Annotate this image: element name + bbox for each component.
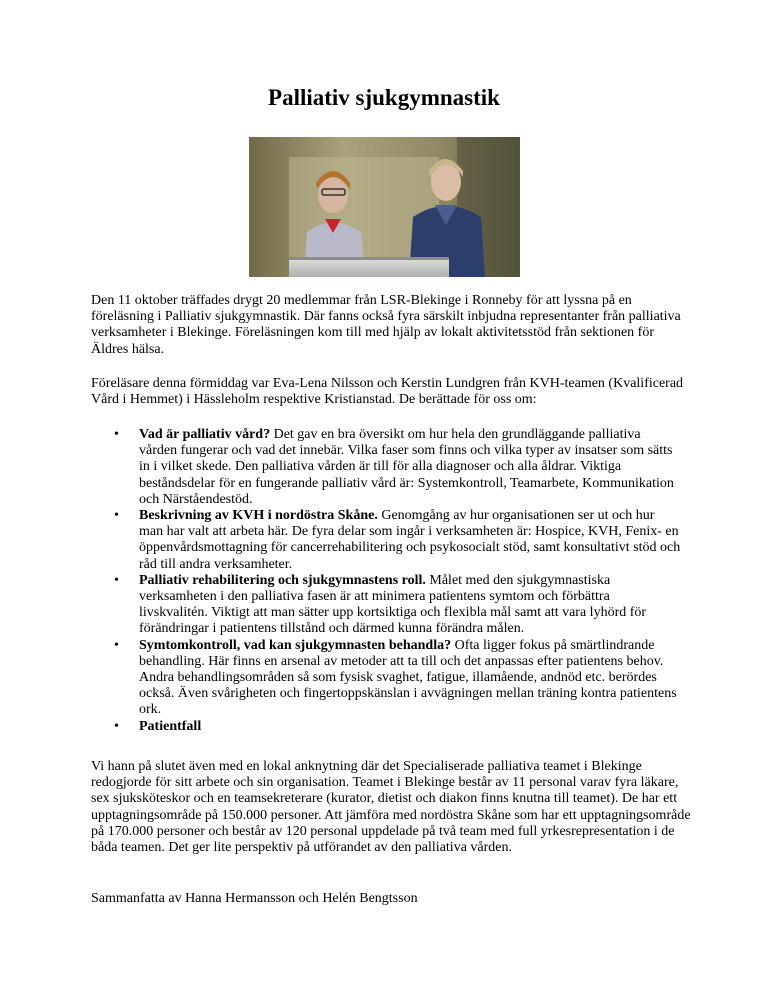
list-item — [91, 508, 681, 573]
topic-text: Målet med den sjukgymnastiska verksamheten i den palliativa fasen är att minimera patientens symtom och förbättra livskvalitén. Viktigt att man sätter upp kortsiktiga och flexibla mål samt att vara lyhörd för förändringar i patientens tillstånd och därmed kunna förändra målen. — [139, 572, 647, 637]
list-item — [91, 719, 681, 735]
topic-heading: Palliativ rehabilitering och sjukgymnastens roll. — [139, 572, 426, 588]
signature: Sammanfatta av Hanna Hermansson och Helén Bengtsson — [91, 891, 418, 906]
lecturers-photo — [249, 137, 520, 277]
topic-text: Genomgång av hur organisationen ser ut och hur man har valt att arbeta här. De fyra delar som ingår i verksamheten är: Hospice, KVH, Fenix- en öppenvårdsmottagning för cancerrehabilitering och psykosocialt stöd, samt konsultativt stöd och råd till andra verksamheter. — [139, 508, 681, 572]
topic-heading: Vad är palliativ vård? — [139, 427, 271, 442]
topic-heading: Symtomkontroll, vad kan sjukgymnasten behandla? — [139, 637, 452, 653]
intro-paragraph: Den 11 oktober träffades drygt 20 medlemmar från LSR-Blekinge i Ronneby för att lyssna på en föreläsning i Palliativ sjukgymnastik. Där fanns också fyra särskilt inbjudna representanter från palliativa verksamheter i Blekinge. Föreläsningen kom till med hjälp av lokalt aktivitetsstöd från sektionen för Äldres hälsa. — [91, 293, 681, 357]
lecturers-paragraph: Föreläsare denna förmiddag var Eva-Lena Nilsson och Kerstin Lundgren från KVH-teamen (Kvalificerad Vård i Hemmet) i Hässleholm respektive Kristianstad. De berättade för oss om: — [91, 376, 684, 408]
topic-text: Ofta ligger fokus på smärtlindrande behandling. Här finns en arsenal av metoder att ta till och det anpassas efter patientens behov. Andra behandlingsområden så som fysisk svaghet, fatigue, illamående, andnöd etc. berördes också. Även svårigheten och fingertoppskänslan i avvägningen mellan träning kontra patientens ork. — [139, 637, 677, 718]
closing-paragraph: Vi hann på slutet även med en lokal anknytning där det Specialiserade palliativa teamet i Blekinge redogjorde för sitt arbete och sin organisation. Teamet i Blekinge består av 11 personal varav fyra läkare, sex sjuksköteskor och en teamsekreterare (kurator, dietist och diakon finns knutna till teamet). De har ett upptagningsområde på 150.000 personer. Att jämföra med nordöstra Skåne som har ett upptagningsområde på 170.000 personer och består av 120 personal uppdelade på två team med full yrkesrepresentation i de båda teamen. Det ger lite perspektiv på utförandet av den palliativa vården. — [91, 759, 691, 856]
list-item — [91, 573, 681, 638]
list-item — [91, 638, 681, 719]
topic-heading: Patientfall — [139, 718, 202, 734]
topic-text: Det gav en bra översikt om hur hela den grundläggande palliativa vården fungerar och vad det innebär. Vilka faser som finns och vilka typer av insatser som sätts in i vilket skede. Den palliativa vården är till för alla diagnoser och alla åldrar. Viktiga beståndsdelar för en fungerande palliativ vård är: Systemkontroll, Teamarbete, Kommunikation och Närståendestöd. — [139, 427, 674, 507]
page-title: Palliativ sjukgymnastik — [268, 85, 500, 110]
topics-list — [91, 427, 681, 735]
list-item — [91, 427, 681, 508]
topic-heading: Beskrivning av KVH i nordöstra Skåne. — [139, 508, 378, 524]
